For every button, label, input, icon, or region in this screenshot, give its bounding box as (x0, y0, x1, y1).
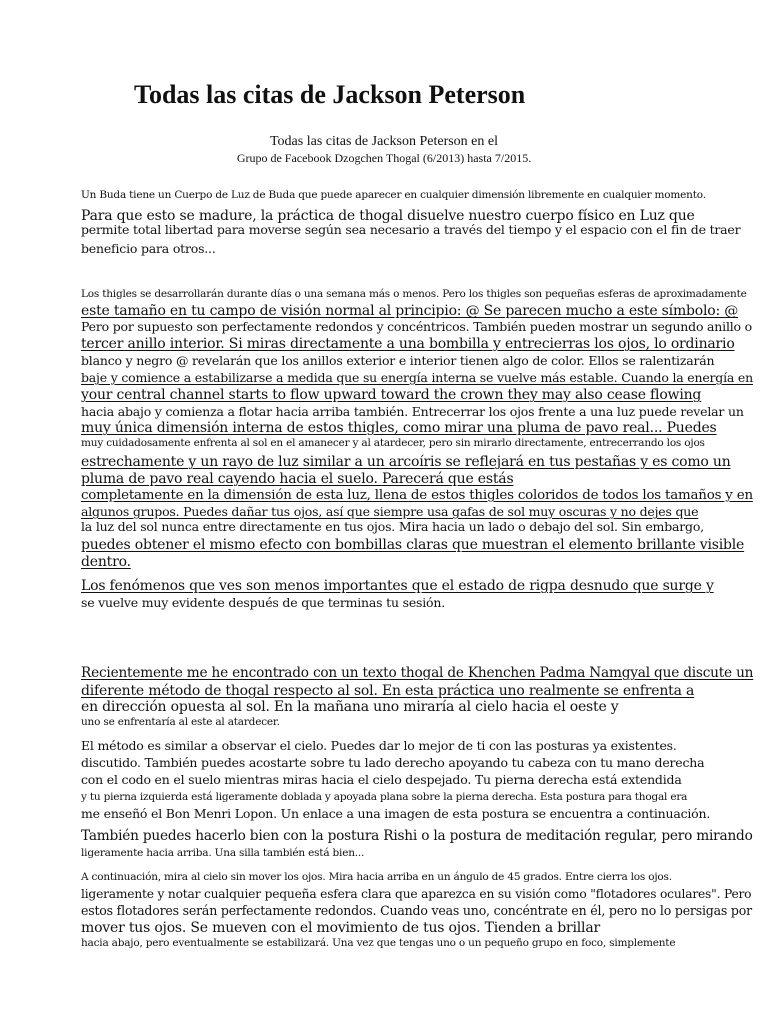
text-line: El método es similar a observar el cielo. Puedes dar lo mejor de ti con las posturas ya existentes. (81, 738, 677, 753)
text-line: uno se enfrentaría al este al atardecer. (81, 716, 280, 728)
text-line: mover tus ojos. Se mueven con el movimiento de tus ojos. Tienden a brillar (81, 920, 600, 936)
text-line: Un Buda tiene un Cuerpo de Luz de Buda que puede aparecer en cualquier dimensión libremente en cualquier momento. (81, 189, 706, 201)
text-line: muy cuidadosamente enfrenta al sol en el amanecer y al atardecer, pero sin mirarlo directamente, entrecerrando los ojos (81, 437, 705, 449)
text-line: se vuelve muy evidente después de que terminas tu sesión. (81, 595, 445, 610)
text-line: your central channel starts to flow upward toward the crown they may also cease flowing (81, 387, 702, 403)
text-line: hacia abajo y comienza a flotar hacia arriba también. Entrecerrar los ojos frente a una luz puede revelar un (81, 404, 744, 419)
text-line: me enseñó el Bon Menri Lopon. Un enlace a una imagen de esta postura se encuentra a continuación. (81, 806, 711, 821)
text-line: permite total libertad para moverse según sea necesario a través del tiempo y el espacio con el fin de traer (81, 222, 741, 237)
text-line: Recientemente me he encontrado con un texto thogal de Khenchen Padma Namgyal que discute un (81, 665, 754, 681)
text-line: discutido. También puedes acostarte sobre tu lado derecho apoyando tu cabeza con tu mano derecha (81, 755, 705, 770)
text-line: muy única dimensión interna de estos thigles, como mirar una pluma de pavo real... Puedes (81, 420, 717, 436)
text-line: diferente método de thogal respecto al sol. En esta práctica uno realmente se enfrenta a (81, 683, 695, 699)
text-line: Los thigles se desarrollarán durante días o una semana más o menos. Pero los thigles son pequeñas esferas de aproximadamente (81, 288, 747, 300)
document-subtitle: Todas las citas de Jackson Peterson en el (269, 134, 498, 149)
text-line: ligeramente hacia arriba. Una silla también está bien... (81, 847, 365, 859)
text-line: blanco y negro @ revelarán que los anillos exterior e interior tienen algo de color. Ellos se ralentizarán (81, 353, 715, 368)
text-line: este tamaño en tu campo de visión normal al principio: @ Se parecen mucho a este símbolo: @ (81, 303, 739, 319)
text-line: puedes obtener el mismo efecto con bombillas claras que muestran el elemento brillante visible (81, 537, 745, 553)
text-line: estrechamente y un rayo de luz similar a un arcoíris se reflejará en tus pestañas y es como un (81, 454, 731, 470)
text-line: A continuación, mira al cielo sin mover los ojos. Mira hacia arriba en un ángulo de 45 grados. Entre cierra los ojos. (81, 871, 672, 883)
text-line: Los fenómenos que ves son menos importantes que el estado de rigpa desnudo que surge y (81, 578, 714, 594)
text-line: pluma de pavo real cayendo hacia el suelo. Parecerá que estás (81, 471, 514, 487)
text-line: en dirección opuesta al sol. En la mañana uno miraría al cielo hacia el oeste y (81, 699, 619, 715)
document-source-line: Grupo de Facebook Dzogchen Thogal (6/2013) hasta 7/2015. (236, 151, 532, 165)
text-line: tercer anillo interior. Si miras directamente a una bombilla y entrecierras los ojos, lo ordinario (81, 336, 735, 352)
text-line: baje y comience a estabilizarse a medida que su energía interna se vuelve más estable. Cuando la energía en (81, 370, 753, 385)
text-line: hacia abajo, pero eventualmente se estabilizará. Una vez que tengas uno o un pequeño grupo en foco, simplemente (81, 937, 676, 949)
text-line: ligeramente y notar cualquier pequeña esfera clara que aparezca en su visión como "flotadores oculares". Pero (81, 887, 752, 901)
text-line: algunos grupos. Puedes dañar tus ojos, así que siempre usa gafas de sol muy oscuras y no dejes que (81, 504, 699, 519)
text-line: Para que esto se madure, la práctica de thogal disuelve nuestro cuerpo físico en Luz que (81, 208, 695, 224)
text-line: y tu pierna izquierda está ligeramente doblada y apoyada plana sobre la pierna derecha. Esta postura para thogal era (81, 791, 688, 803)
text-line: completamente en la dimensión de esta luz, llena de estos thigles coloridos de todos los tamaños y en (81, 488, 753, 503)
text-line: la luz del sol nunca entre directamente en tus ojos. Mira hacia un lado o debajo del sol. Sin embargo, (81, 519, 704, 534)
text-line: estos flotadores serán perfectamente redondos. Cuando veas uno, concéntrate en él, pero no lo persigas por (81, 903, 752, 918)
text-line: con el codo en el suelo mientras miras hacia el cielo despejado. Tu pierna derecha está extendida (81, 772, 682, 787)
text-line: dentro. (81, 554, 131, 570)
text-line: También puedes hacerlo bien con la postura Rishi o la postura de meditación regular, pero mirando (81, 828, 753, 844)
text-line: Pero por supuesto son perfectamente redondos y concéntricos. También pueden mostrar un segundo anillo o (81, 319, 752, 334)
text-line: beneficio para otros... (81, 241, 216, 256)
document-title: Todas las citas de Jackson Peterson (134, 80, 526, 109)
